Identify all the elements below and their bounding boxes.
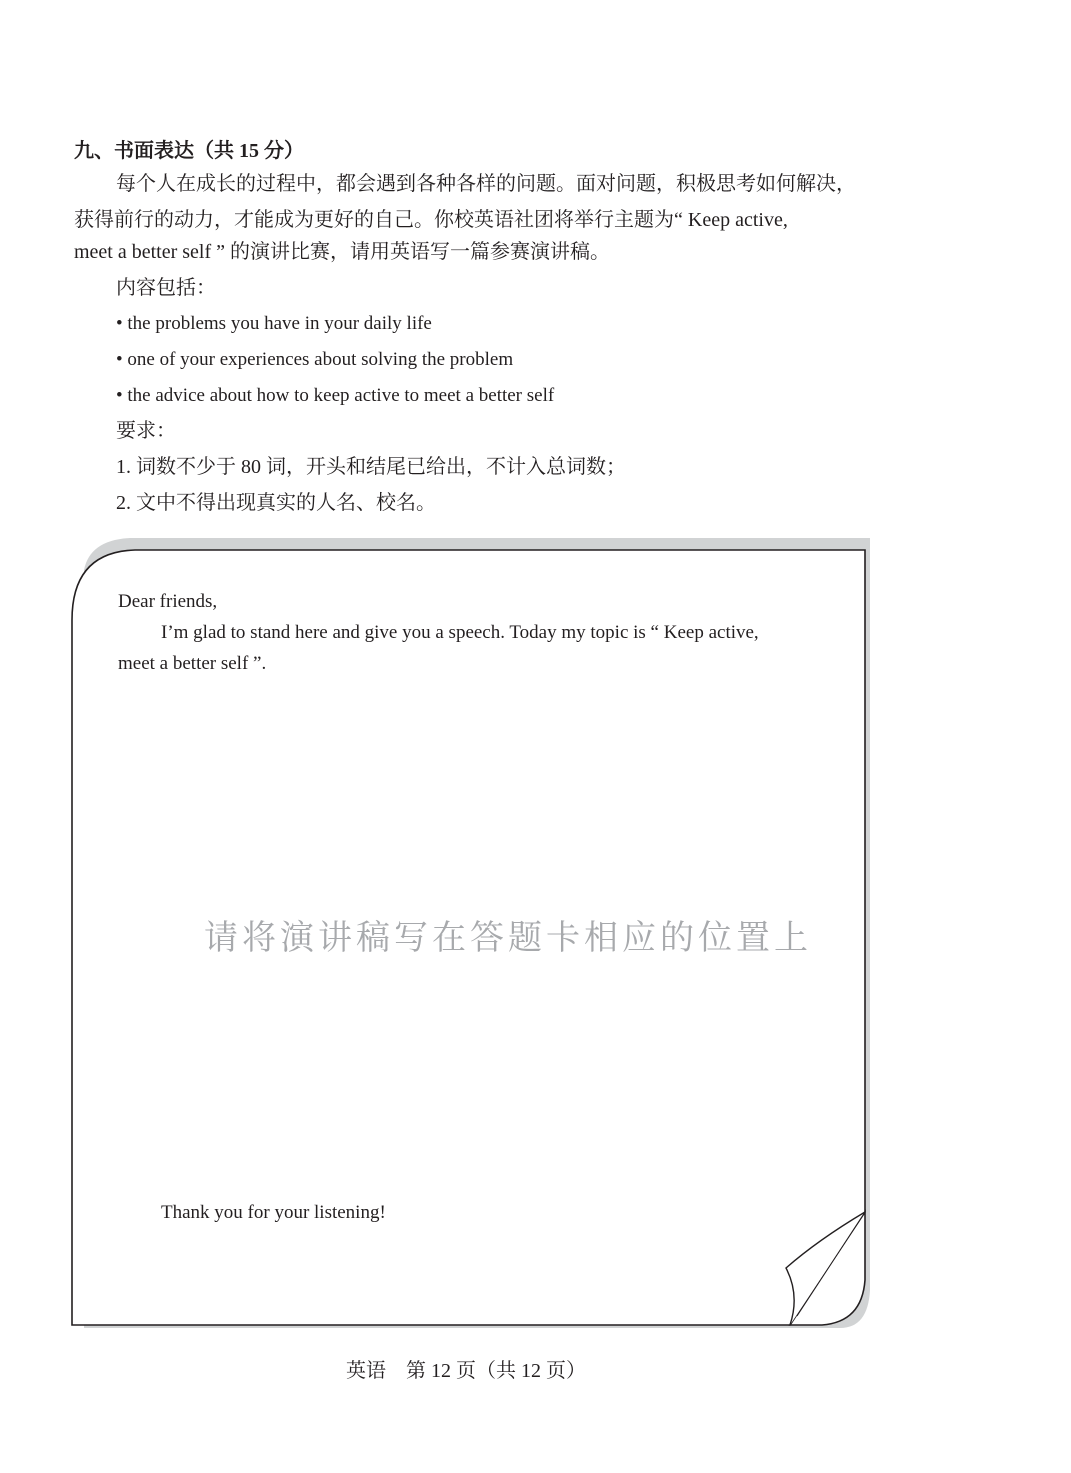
- letter-closing: Thank you for your listening!: [161, 1202, 386, 1223]
- letter-opening-line-1: I’m glad to stand here and give you a speech. Today my topic is “ Keep active,: [161, 622, 759, 643]
- page-footer: 英语 第 12 页（共 12 页）: [346, 1360, 586, 1382]
- requirement-1: 1. 词数不少于 80 词，开头和结尾已给出，不计入总词数；: [116, 456, 626, 478]
- prompt-line-2: 获得前行的动力，才能成为更好的自己。你校英语社团将举行主题为“ Keep active,: [74, 209, 788, 231]
- prompt-line-3: meet a better self ” 的演讲比赛，请用英语写一篇参赛演讲稿。: [74, 241, 611, 263]
- section-heading: 九、书面表达（共 15 分）: [74, 140, 304, 162]
- content-point-1: • the problems you have in your daily life: [116, 313, 432, 334]
- letter-opening-line-2: meet a better self ”.: [118, 653, 267, 674]
- requirement-2: 2. 文中不得出现真实的人名、校名。: [116, 492, 436, 514]
- content-label: 内容包括：: [116, 277, 216, 299]
- content-point-3: • the advice about how to keep active to meet a better self: [116, 385, 555, 406]
- answer-card-watermark: 请将演讲稿写在答题卡相应的位置上: [204, 920, 812, 957]
- requirements-label: 要求：: [116, 420, 176, 442]
- prompt-line-1: 每个人在成长的过程中，都会遇到各种各样的问题。面对问题，积极思考如何解决，: [116, 173, 856, 195]
- content-point-2: • one of your experiences about solving the problem: [116, 349, 514, 370]
- letter-greeting: Dear friends,: [118, 591, 218, 612]
